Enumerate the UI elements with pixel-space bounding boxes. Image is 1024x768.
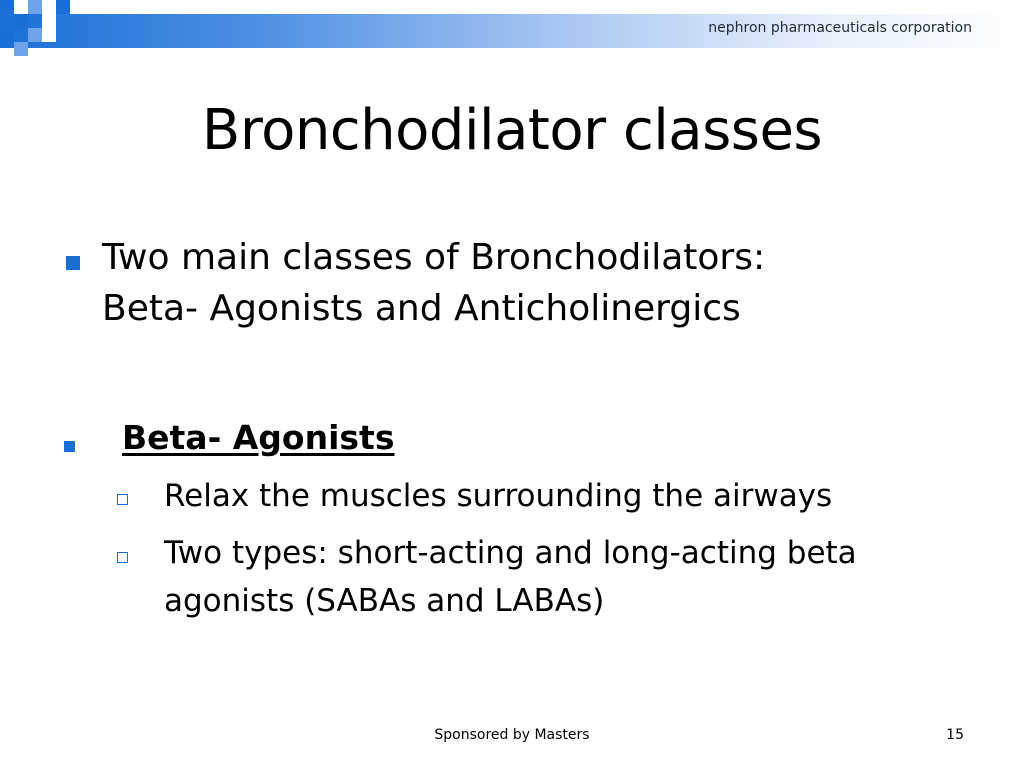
sub-bullet-2-line-1: Two types: short-acting and long-acting beta bbox=[164, 535, 857, 571]
company-name: nephron pharmaceuticals corporation bbox=[708, 20, 972, 36]
sub-bullet-1-line-1: Relax the muscles surrounding the airways bbox=[164, 478, 833, 514]
checker-logo-decoration bbox=[0, 0, 80, 62]
bullet-1-line-2: Beta- Agonists and Anticholinergics bbox=[102, 288, 741, 329]
slide-title: Bronchodilator classes bbox=[201, 98, 823, 163]
bullet-square-icon bbox=[64, 441, 75, 452]
sub-bullet-square-icon bbox=[117, 494, 128, 505]
sub-bullet-square-icon bbox=[117, 552, 128, 563]
footer-sponsor: Sponsored by Masters bbox=[434, 727, 590, 743]
bullet-square-icon bbox=[66, 256, 80, 270]
page-number: 15 bbox=[946, 727, 964, 743]
sub-bullet-2-line-2: agonists (SABAs and LABAs) bbox=[164, 583, 605, 619]
bullet-2-heading: Beta- Agonists bbox=[122, 418, 395, 457]
bullet-1-line-1: Two main classes of Bronchodilators: bbox=[102, 237, 766, 278]
